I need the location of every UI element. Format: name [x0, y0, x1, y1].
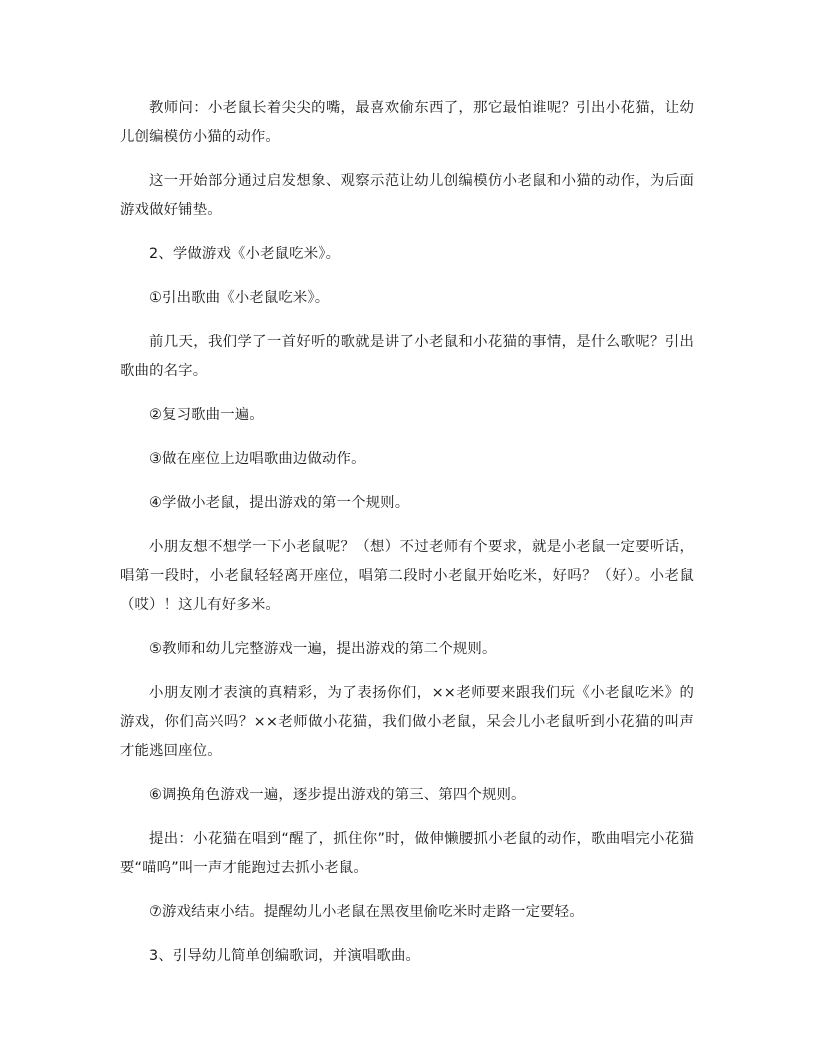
paragraph-intro-summary: 这一开始部分通过启发想象、观察示范让幼儿创编模仿小老鼠和小猫的动作，为后面游戏做好铺垫。: [120, 173, 694, 218]
paragraph-teacher-question: 教师问：小老鼠长着尖尖的嘴，最喜欢偷东西了，那它最怕谁呢？引出小花猫，让幼儿创编模仿小猫的动作。: [120, 100, 694, 145]
document-page: [120, 94, 694, 986]
paragraph-cat-rules: 提出：小花猫在唱到“醒了，抓住你”时，做伸懒腰抓小老鼠的动作，歌曲唱完小花猫要“喵呜”叫一声才能跑过去抓小老鼠。: [120, 831, 694, 876]
step-full-game-rule-2: ⑤教师和幼儿完整游戏一遍，提出游戏的第二个规则。: [149, 641, 497, 657]
paragraph-teacher-plays-cat: 小朋友刚才表演的真精彩，为了表扬你们，××老师要来跟我们玩《小老鼠吃米》的游戏，你们高兴吗？××老师做小花猫，我们做小老鼠，呆会儿小老鼠听到小花猫的叫声才能逃回座位。: [120, 685, 694, 759]
section-heading-learn-game: 2、学做游戏《小老鼠吃米》。: [149, 246, 341, 262]
section-heading-create-lyrics: 3、引导幼儿简单创编歌词，并演唱歌曲。: [149, 948, 421, 964]
step-review-song: ②复习歌曲一遍。: [149, 407, 264, 423]
step-learn-mouse-rule-1: ④学做小老鼠，提出游戏的第一个规则。: [149, 495, 410, 511]
step-sing-with-actions: ③做在座位上边唱歌曲边做动作。: [149, 451, 366, 467]
paragraph-song-recall: 前几天，我们学了一首好听的歌就是讲了小老鼠和小花猫的事情，是什么歌呢？引出歌曲的名字。: [120, 334, 694, 379]
step-switch-roles-rules-3-4: ⑥调换角色游戏一遍，逐步提出游戏的第三、第四个规则。: [149, 787, 526, 803]
paragraph-mouse-instructions: 小朋友想不想学一下小老鼠呢？（想）不过老师有个要求，就是小老鼠一定要听话，唱第一段时，小老鼠轻轻离开座位，唱第二段时小老鼠开始吃米，好吗？（好）。小老鼠（哎）！这儿有好多米。: [120, 539, 694, 613]
step-game-summary: ⑦游戏结束小结。提醒幼儿小老鼠在黑夜里偷吃米时走路一定要轻。: [149, 904, 584, 920]
step-introduce-song: ①引出歌曲《小老鼠吃米》。: [149, 290, 330, 306]
